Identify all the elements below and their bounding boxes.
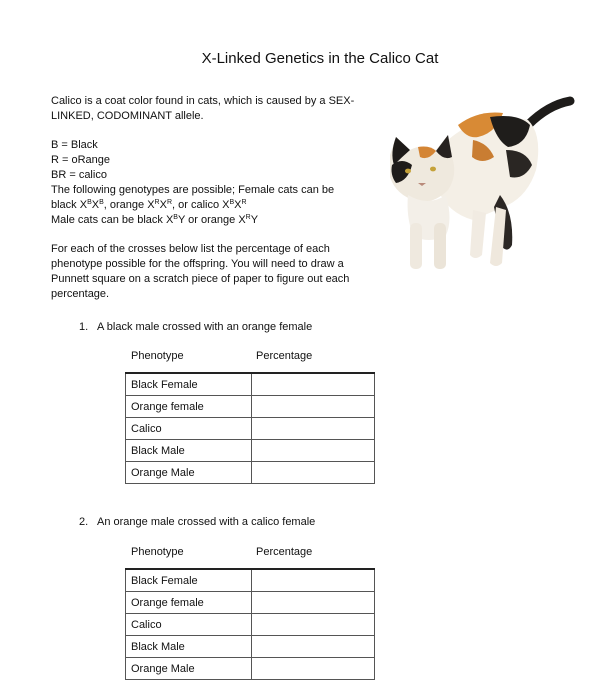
allele-key: R = oRange: [51, 154, 111, 166]
table: [125, 372, 375, 484]
col-header-percentage: Percentage: [256, 546, 313, 558]
col-header-percentage: Percentage: [256, 350, 313, 362]
table-row: [126, 418, 375, 440]
question-number: 1.: [79, 321, 89, 333]
intro-text: [51, 94, 371, 302]
col-header-phenotype: Phenotype: [131, 546, 184, 558]
percentage-cell[interactable]: [252, 658, 375, 680]
phenotype-cell: Orange Male: [126, 462, 252, 484]
intro-line: Calico is a coat color found in cats, which is caused by a SEX-: [51, 95, 355, 107]
table: [125, 568, 375, 680]
col-header-phenotype: Phenotype: [131, 350, 184, 362]
phenotype-cell: Black Female: [126, 373, 252, 396]
genotypes-line: The following genotypes are possible; Female cats can be: [51, 184, 335, 196]
percentage-cell[interactable]: [252, 462, 375, 484]
instructions: For each of the crosses below list the percentage of each phenotype possible for the offspring. You will need to draw a Punnett square on a scratch piece of paper to figure out each percentage.: [51, 243, 350, 300]
table-row: [126, 592, 375, 614]
percentage-cell[interactable]: [252, 614, 375, 636]
page-title: X-Linked Genetics in the Calico Cat: [201, 50, 439, 67]
female-genotypes: black $X^BX^B$, orange $X^RX^R$, or calico $X^BX^R$: [51, 199, 247, 211]
phenotype-cell: Black Female: [126, 569, 252, 592]
calico-cat-photo: [378, 95, 578, 275]
percentage-cell[interactable]: [252, 592, 375, 614]
table-row: [126, 373, 375, 396]
table-row: [126, 658, 375, 680]
percentage-cell[interactable]: [252, 418, 375, 440]
phenotype-cell: Calico: [126, 418, 252, 440]
phenotype-table-1: [125, 350, 375, 484]
phenotype-cell: Black Male: [126, 636, 252, 658]
phenotype-cell: Orange Male: [126, 658, 252, 680]
allele-key: B = Black: [51, 139, 98, 151]
table-header: [125, 546, 375, 568]
percentage-cell[interactable]: [252, 440, 375, 462]
percentage-cell[interactable]: [252, 396, 375, 418]
intro-line: LINKED, CODOMINANT allele.: [51, 110, 204, 122]
phenotype-table-2: [125, 546, 375, 680]
percentage-cell[interactable]: [252, 373, 375, 396]
table-row: [126, 614, 375, 636]
question-1: [79, 321, 312, 333]
allele-key: BR = calico: [51, 169, 107, 181]
percentage-cell[interactable]: [252, 569, 375, 592]
table-row: [126, 396, 375, 418]
phenotype-cell: Black Male: [126, 440, 252, 462]
phenotype-cell: Calico: [126, 614, 252, 636]
phenotype-cell: Orange female: [126, 396, 252, 418]
phenotype-cell: Orange female: [126, 592, 252, 614]
table-row: [126, 636, 375, 658]
table-header: [125, 350, 375, 372]
question-text: An orange male crossed with a calico female: [97, 516, 316, 528]
table-row: [126, 569, 375, 592]
question-2: [79, 516, 315, 528]
percentage-cell[interactable]: [252, 636, 375, 658]
question-number: 2.: [79, 516, 89, 528]
male-genotypes: Male cats can be black $X^BY$ or orange $X^RY$: [51, 214, 259, 226]
table-row: [126, 440, 375, 462]
question-text: A black male crossed with an orange female: [97, 321, 313, 333]
table-row: [126, 462, 375, 484]
